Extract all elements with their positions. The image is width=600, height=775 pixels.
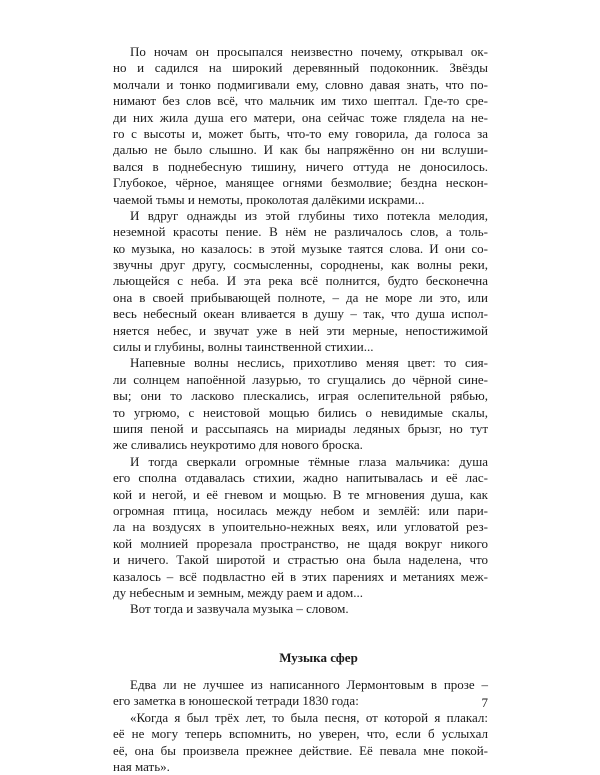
text-line: кой молнией прорезала пространство, не щадя вокруг никого bbox=[113, 535, 488, 551]
text-line: молчали и тонко подмигивали ему, словно давая знать, что по- bbox=[113, 76, 488, 92]
text-line: далью не было слышно. И как бы напряжённо он ни вслуши- bbox=[113, 142, 488, 158]
text-line: звучны друг другу, сосмысленны, сороднены, как волны реки, bbox=[113, 257, 488, 273]
text-line: «Когда я был трёх лет, то была песня, от которой я плакал: bbox=[130, 709, 488, 725]
text-line: его сполна отдавалась стихии, жадно напитывалась и её лас- bbox=[113, 470, 488, 486]
paragraph-4 bbox=[113, 454, 488, 602]
text-line: его заметка в юношеской тетради 1830 года: bbox=[113, 693, 359, 709]
text-line: но и садился на широкий деревянный подоконник. Звёзды bbox=[113, 60, 488, 76]
text-line: силы и глубины, волны таинственной стихии... bbox=[113, 339, 374, 355]
text-line: же сливались неукротимо для нового броска. bbox=[113, 437, 363, 453]
section-heading: Музыка сфер bbox=[279, 649, 358, 665]
text-line: Напевные волны неслись, прихотливо меняя цвет: то сия- bbox=[130, 355, 488, 371]
text-line: ду небесным и земным, между раем и адом... bbox=[113, 584, 364, 600]
page-number: 7 bbox=[481, 695, 488, 710]
book-page-text bbox=[113, 44, 488, 775]
text-line: ла на воздусях в упоительно-нежных веях, или угловатой рез- bbox=[113, 519, 488, 535]
text-line: го с высоты и, может быть, что-то ему говорила, да голоса за bbox=[113, 125, 488, 141]
text-line: неземной красоты пение. В нём не различалось слов, а толь- bbox=[113, 224, 488, 240]
paragraph-1 bbox=[113, 44, 488, 208]
text-line: вы; они то ласково плескались, играя ослепительной рябью, bbox=[113, 388, 488, 404]
text-line: шипя пеной и рассыпаясь на мириады ледяных брызг, но тут bbox=[113, 420, 488, 436]
text-line: и ничего. Такой широтой и страстью она была наделена, что bbox=[113, 552, 488, 568]
text-line: И вдруг однажды из этой глубины тихо потекла мелодия, bbox=[130, 207, 488, 223]
text-line: няется небес, и звучат уже в ней эти мерные, непостижимой bbox=[113, 322, 488, 338]
text-line: она в своей прибывающей полноте, – да не море ли это, или bbox=[113, 289, 488, 305]
text-line: казалось – всё подвластно ей в этих парениях и метаниях меж- bbox=[113, 568, 488, 584]
paragraph-2 bbox=[113, 208, 488, 356]
text-line: чаемой тьмы и немоты, проколотая далёкими искрами... bbox=[113, 191, 425, 207]
text-line: нимают без слов всё, что мальчик им тихо шептал. Где-то сре- bbox=[113, 93, 488, 109]
paragraph-3 bbox=[113, 355, 488, 453]
text-line: весь небесный океан вливается в душу – так, что душа испол- bbox=[113, 306, 488, 322]
text-line: её, она бы произвела прежнее действие. Её певала мне покой- bbox=[113, 742, 488, 758]
text-line: Едва ли не лучшее из написанного Лермонтовым в прозе – bbox=[130, 677, 488, 693]
section-paragraph-2 bbox=[113, 710, 488, 775]
text-line: её не могу теперь вспомнить, но уверен, что, если б услыхал bbox=[113, 726, 488, 742]
text-line: льющейся с неба. И эта река всё полнится, будто бесконечна bbox=[113, 273, 488, 289]
text-line: ли солнцем напоённой лазурью, то сгущались до чёрной сине- bbox=[113, 371, 488, 387]
paragraph-5 bbox=[113, 601, 488, 617]
text-line: ная мать». bbox=[113, 759, 170, 775]
text-line: огромная птица, носилась между небом и землёй: или пари- bbox=[113, 502, 488, 518]
text-line: то угрюмо, с неистовой мощью бились о невидимые скалы, bbox=[113, 404, 488, 420]
text-line: Глубокое, чёрное, манящее огнями безмолвие; бездна нескон- bbox=[113, 175, 488, 191]
text-line: И тогда сверкали огромные тёмные глаза мальчика: душа bbox=[130, 453, 488, 469]
section-paragraph-1 bbox=[113, 677, 488, 710]
text-line: кой и негой, и её гневом и мощью. В те мгновения душа, как bbox=[113, 486, 488, 502]
text-line: По ночам он просыпался неизвестно почему, открывал ок- bbox=[130, 44, 488, 59]
text-line: ди них жила душа его матери, она сейчас тоже глядела на не- bbox=[113, 109, 488, 125]
text-line: ко музыка, но казалось: в этой музыке таятся слова. И они со- bbox=[113, 240, 488, 256]
text-line: вался в поднебесную тишину, ничего оттуда не доносилось. bbox=[113, 158, 488, 174]
text-line: Вот тогда и зазвучала музыка – словом. bbox=[130, 601, 349, 617]
